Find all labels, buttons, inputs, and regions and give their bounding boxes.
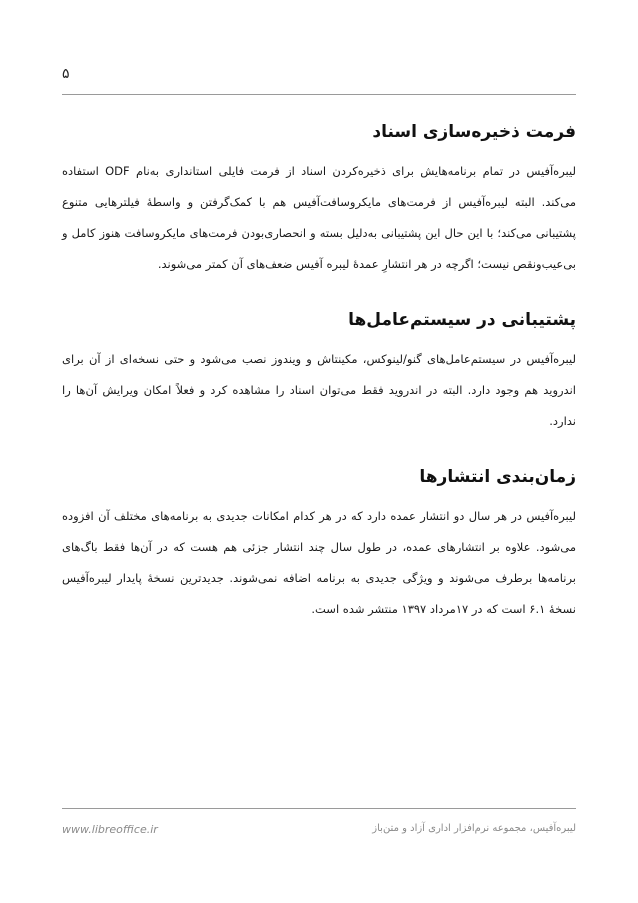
page-number: ۵ xyxy=(62,66,70,82)
section-os-support xyxy=(62,306,576,437)
section-paragraph: لیبره‌آفیس در سیستم‌عامل‌های گنو/لینوکس، مکینتاش و ویندوز نصب می‌شود و حتی نسخه‌ای از آن برای اندروید هم وجود دارد. البته در اندروید فقط می‌توان اسناد را مشاهده کرد و فعلاً امکان ویرایش آن‌ها را ندارد. xyxy=(62,352,576,428)
footer-divider xyxy=(62,808,576,809)
section-heading: پشتیبانی در سیستم‌عامل‌ها xyxy=(348,310,576,330)
section-heading: زمان‌بندی انتشارها xyxy=(419,467,576,487)
section-paragraph: لیبره‌آفیس در هر سال دو انتشار عمده دارد که در هر کدام امکانات جدیدی به برنامه‌های مختلف آن افزوده می‌شود. علاوه بر انتشارهای عمده، در طول سال چند انتشار جزئی هم هست که در آن‌ها فقط باگ‌های برنامه‌ها برطرف می‌شوند و ویژگی جدیدی به برنامه اضافه نمی‌شوند. جدیدترین نسخهٔ پایدار لیبره‌آفیس نسخهٔ ۶.۱ است که در ۱۷مرداد ۱۳۹۷ منتشر شده است. xyxy=(62,509,576,616)
section-heading: فرمت ذخیره‌سازی اسناد xyxy=(372,122,576,142)
footer-url[interactable]: www.libreoffice.ir xyxy=(62,823,158,836)
header-divider xyxy=(62,94,576,95)
section-paragraph: لیبره‌آفیس در تمام برنامه‌هایش برای ذخیره‌کردن اسناد از فرمت فایلی استانداری به‌نام ODF استفاده می‌کند. البته لیبره‌آفیس از فرمت‌های مایکروسافت‌آفیس هم با کمک‌گرفتن و واسطهٔ فیلترهایی متنوع پشتیبانی می‌کند؛ با این حال این پشتیبانی به‌دلیل بسته و انحصاری‌بودن فرمت‌های مایکروسافت هنوز کامل و بی‌عیب‌ونقص نیست؛ اگرچه در هر انتشارِ عمدهٔ لیبره آفیس ضعف‌های آن کمتر می‌شوند. xyxy=(62,164,576,271)
section-release-schedule xyxy=(62,463,576,625)
footer-title: لیبره‌آفیس، مجموعه نرم‌افزار اداری آزاد و متن‌باز xyxy=(372,823,576,834)
section-file-formats xyxy=(62,118,576,280)
document-body xyxy=(62,118,576,625)
